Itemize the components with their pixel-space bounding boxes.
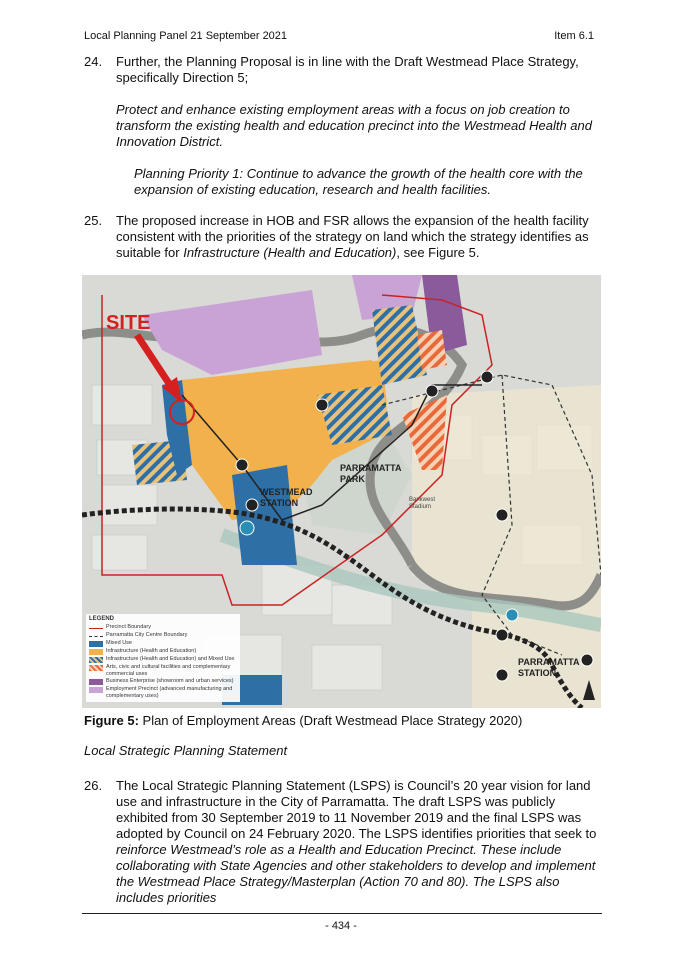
legend-item: Employment Precinct (advanced manufacturing and complementary uses)	[89, 686, 237, 700]
figure-caption: Figure 5: Plan of Employment Areas (Draft Westmead Place Strategy 2020)	[84, 713, 523, 728]
legend-item: Infrastructure (Health and Education) and Mixed Use	[89, 656, 237, 663]
page-number: - 434 -	[325, 920, 357, 932]
legend-item: Infrastructure (Health and Education)	[89, 648, 237, 655]
direction-quote: Protect and enhance existing employment areas with a focus on job creation to transform the existing health and education precinct into the Westmead Health and Innovation District.	[116, 102, 592, 149]
paragraph-text: The Local Strategic Planning Statement (LSPS) is Council’s 20 year vision for land use and infrastructure in the City of Parramatta. The draft LSPS was publicly exhibited from 30 September 2019 to 11 November 2019 and the final LSPS was adopted by Council on 24 February 2020. The LSPS identifies priorities that seek to reinforce Westmead’s role as a Health and Education Precinct. These include collaborating with State Agencies and other stakeholders to develop and implement the Westmead Place Strategy/Masterplan (Action 70 and 80). The LSPS also includes priorities	[116, 778, 597, 905]
map-legend	[86, 614, 240, 702]
legend-item: Mixed Use	[89, 640, 237, 647]
planning-priority-quote: Planning Priority 1: Continue to advance the growth of the health core with the expansion of existing education, research and health facilities.	[134, 166, 583, 197]
employment-areas-map	[82, 275, 601, 708]
parramatta-station-label: PARRAMATTA STATION	[518, 657, 580, 678]
paragraph-number: 24.	[84, 54, 103, 69]
bankwest-label: Bankwest Stadium	[409, 497, 436, 510]
header-left: Local Planning Panel 21 September 2021	[84, 30, 288, 42]
footer-rule	[82, 913, 602, 914]
paragraph-24	[84, 54, 604, 86]
header-right: Item 6.1	[554, 30, 594, 42]
legend-item: Parramatta City Centre Boundary	[89, 632, 237, 639]
paragraph-text: The proposed increase in HOB and FSR allows the expansion of the health facility consistent with the priorities of the strategy on land which the strategy identifies as suitable for Infrastructure (Health and Education), see Figure 5.	[116, 213, 589, 260]
legend-item: Business Enterprise (showroom and urban services)	[89, 678, 237, 685]
westmead-station-label: WESTMEAD STATION	[260, 487, 313, 508]
parramatta-park-label: PARRAMATTA PARK	[340, 463, 402, 484]
paragraph-number: 25.	[84, 213, 103, 228]
legend-title: LEGEND	[89, 616, 115, 623]
legend-item: Arts, civic and cultural facilities and complementary commercial uses	[89, 664, 237, 678]
site-label: SITE	[106, 312, 151, 334]
section-title: Local Strategic Planning Statement	[84, 743, 288, 758]
legend-item: Precinct Boundary	[89, 624, 237, 631]
paragraph-25	[84, 213, 604, 261]
paragraph-number: 26.	[84, 778, 103, 793]
paragraph-26	[84, 778, 604, 906]
paragraph-text: Further, the Planning Proposal is in line with the Draft Westmead Place Strategy, specifically Direction 5;	[116, 54, 579, 85]
